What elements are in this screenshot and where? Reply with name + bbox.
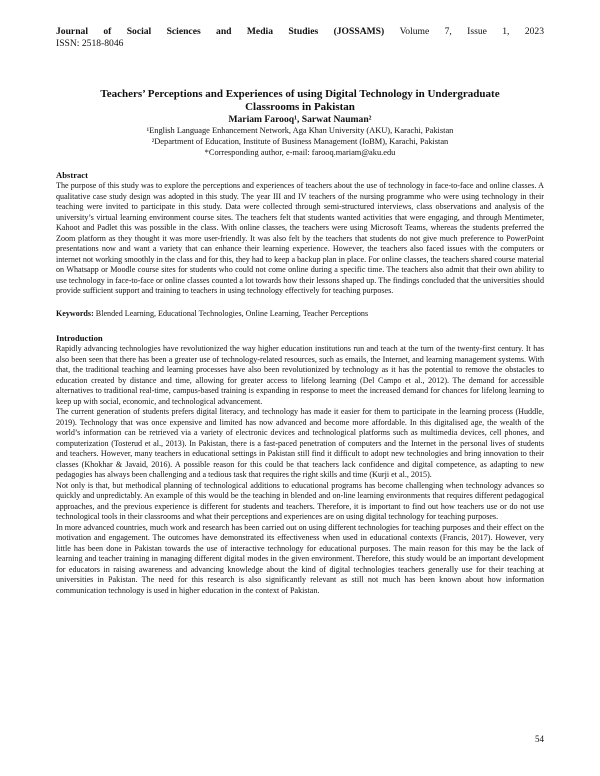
intro-paragraph-1: Rapidly advancing technologies have revolutionized the way higher education institutions run and teach at the turn of the twenty-first century. It has also been seen that there has been a greater use of technology-related resources, such as emails, the Internet, and learning management systems. With that, the traditional teaching and learning processes have also been revolutionized by technology as it has the potential to remove the obstacles to education created by distance and time, allowing for greater access to lifelong learning (Del Campo et al., 2012). The demand for accessible alternatives to traditional real-time, campus-based training is expanding in response to meet the increased demand for chances for lifelong learning to keep up with social, economic, and technological advancement. — [56, 344, 544, 406]
corresponding-author: *Corresponding author, e-mail: farooq.mariam@aku.edu — [204, 147, 396, 157]
keywords-text: Blended Learning, Educational Technologies, Online Learning, Teacher Perceptions — [95, 308, 369, 318]
authors: Mariam Farooq¹, Sarwat Nauman² — [228, 114, 372, 125]
intro-paragraph-4: In more advanced countries, much work and research has been carried out on using different technologies for teaching purposes and their effect on the motivation and engagement. The outcomes have demonstrated its effectiveness when used in educational contexts (Francis, 2017). However, very little has been done in Pakistan towards the use of interactive technology for educational purposes. The main reason for this may be the lack of learning and teacher training in managing different digital modes in the given environment. Therefore, this study would be an important development for educators in raising awareness and advancing knowledge about the kind of digital technologies teachers generally use for their teaching at universities in Pakistan. The need for this research is also significantly relevant as still not much has been known about how information communication technology is used in higher education in the context of Pakistan. — [56, 522, 544, 595]
keywords — [56, 309, 544, 320]
abstract-text: The purpose of this study was to explore the perceptions and experiences of teachers about the use of technology in face-to-face and online classes. A qualitative case study design was adopted in this study. The year III and IV teachers of the nursing programme who were using technology in their teaching were invited to participate in this study. Data were collected through semi-structured interviews, class observations and analysis of the university’s virtual learning environment course sites. The teachers felt that students wanted activities that were engaging, and through Mentimeter, Kahoot and Padlet this was possible in the class. With online classes, the teachers were using Microsoft Teams, whereas the students preferred the Zoom platform as they thought it was more user-friendly. It was also felt by the teachers that students do not give much preference to PowerPoint presentations now and want a variety that can enhance their learning experience. However, the teachers also faced issues with the computers or internet not working smoothly in the class and for this, they had to keep a backup plan in place. For online classes, the teachers shared course material on Whatsapp or Moodle course sites for students who could not come online during a specific time. The teachers also admit that their own ability to use technology in face-to-face or online classes counted a lot towards how their lessons shaped up. The findings concluded that the universities should provide sufficient support and training to teachers in using technology effectively for teaching purposes. — [56, 181, 544, 296]
introduction-heading: Introduction — [56, 333, 103, 344]
journal-header — [56, 26, 544, 38]
keywords-label: Keywords: — [56, 308, 94, 318]
affiliation-2: ²Department of Education, Institute of Business Management (IoBM), Karachi, Pakistan — [151, 136, 449, 146]
volume-issue: Volume 7, Issue 1, 2023 — [399, 26, 545, 37]
issn: ISSN: 2518-8046 — [56, 38, 124, 49]
page-number: 54 — [535, 734, 544, 744]
intro-paragraph-3: Not only is that, but methodical planning of technological additions to educational programs has become challenging when technology advances so quickly and unpredictably. An example of this would be the teaching in blended and on-line learning environments that requires different pedagogical approaches, and the previous experience is different for students and teachers. Therefore, it is important to find out how teachers use or do not use technological tools in their classrooms and what their perceptions and experiences are on using digital technology for teaching purposes. — [56, 480, 544, 522]
journal-name: Journal of Social Sciences and Media Studies (JOSSAMS) — [56, 26, 385, 37]
paper-title: Teachers’ Perceptions and Experiences of using Digital Technology in Undergraduate Classrooms in Pakistan — [100, 88, 500, 113]
abstract-heading: Abstract — [56, 170, 88, 181]
intro-paragraph-2: The current generation of students prefers digital literacy, and technology has made it easier for them to participate in the learning process (Huddle, 2019). Technology that was once expensive and limited has now advanced and become more affordable. In this digitalised age, the wealth of the world’s information can be retrieved via a variety of electronic devices and technological platforms such as multimedia devices, cell phones, and computerization (Tosterud et al., 2013). In Pakistan, there is a fast-paced penetration of computers and the Internet in the personal lives of students and teachers. However, many teachers in educational settings in Pakistan still find it difficult to adopt new technologies and bring innovation to their classes (Khokhar & Javaid, 2016). A possible reason for this could be that teachers lack confidence and digital competence, as adapting to new pedagogies has always been challenging and a tedious task that requires the right skills and time (Kurji et al., 2015). — [56, 407, 544, 480]
affiliation-1: ¹English Language Enhancement Network, Aga Khan University (AKU), Karachi, Pakistan — [146, 126, 454, 135]
